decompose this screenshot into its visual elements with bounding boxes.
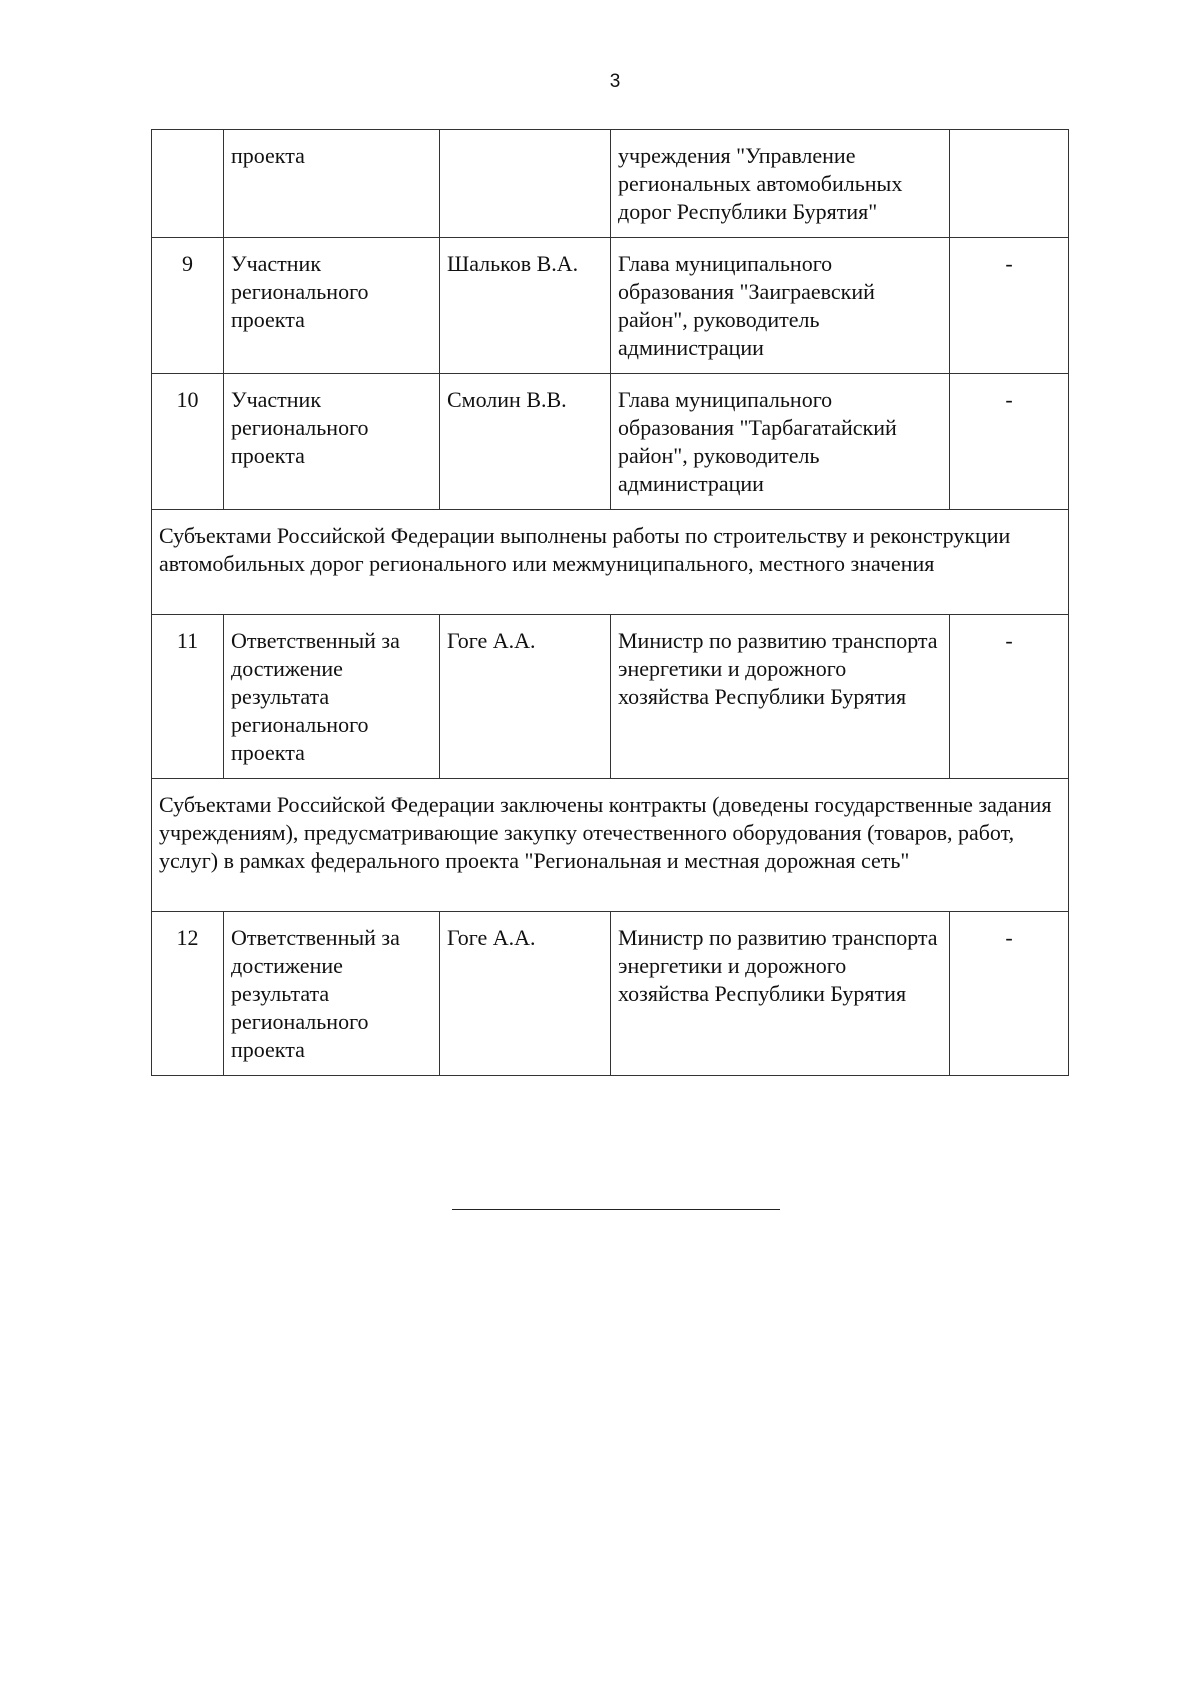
row-extra: - [950,615,1069,779]
row-role: Ответственный за достижение результата регионального проекта [224,912,440,1076]
row-number: 12 [152,912,224,1076]
section-row [152,510,1069,615]
table-row [152,238,1069,374]
row-extra [950,130,1069,238]
row-number: 10 [152,374,224,510]
row-position: Министр по развитию транспорта энергетики и дорожного хозяйства Республики Бурятия [611,615,950,779]
row-position: Глава муниципального образования "Тарбагатайский район", руководитель администрации [611,374,950,510]
row-number: 9 [152,238,224,374]
participants-table [151,129,1069,1076]
row-name [440,130,611,238]
row-extra: - [950,238,1069,374]
footer-divider [452,1209,780,1210]
section-heading: Субъектами Российской Федерации выполнены работы по строительству и реконструкции автомобильных дорог регионального или межмуниципального, местного значения [152,510,1069,615]
row-name: Гоге А.А. [440,615,611,779]
row-position: Министр по развитию транспорта энергетики и дорожного хозяйства Республики Бурятия [611,912,950,1076]
row-position: учреждения "Управление региональных автомобильных дорог Республики Бурятия" [611,130,950,238]
row-extra: - [950,374,1069,510]
row-number [152,130,224,238]
table-row [152,912,1069,1076]
row-name: Смолин В.В. [440,374,611,510]
row-role: Участник регионального проекта [224,238,440,374]
row-number: 11 [152,615,224,779]
row-role: Участник регионального проекта [224,374,440,510]
section-row [152,779,1069,912]
table-row [152,374,1069,510]
row-role: Ответственный за достижение результата регионального проекта [224,615,440,779]
table-row [152,130,1069,238]
row-name: Шальков В.А. [440,238,611,374]
row-name: Гоге А.А. [440,912,611,1076]
table-row [152,615,1069,779]
section-heading: Субъектами Российской Федерации заключены контракты (доведены государственные задания учреждениям), предусматривающие закупку отечественного оборудования (товаров, работ, услуг) в рамках федерального проекта "Региональная и местная дорожная сеть" [152,779,1069,912]
row-position: Глава муниципального образования "Заиграевский район", руководитель администрации [611,238,950,374]
page-number: 3 [609,71,621,92]
row-role: проекта [224,130,440,238]
row-extra: - [950,912,1069,1076]
